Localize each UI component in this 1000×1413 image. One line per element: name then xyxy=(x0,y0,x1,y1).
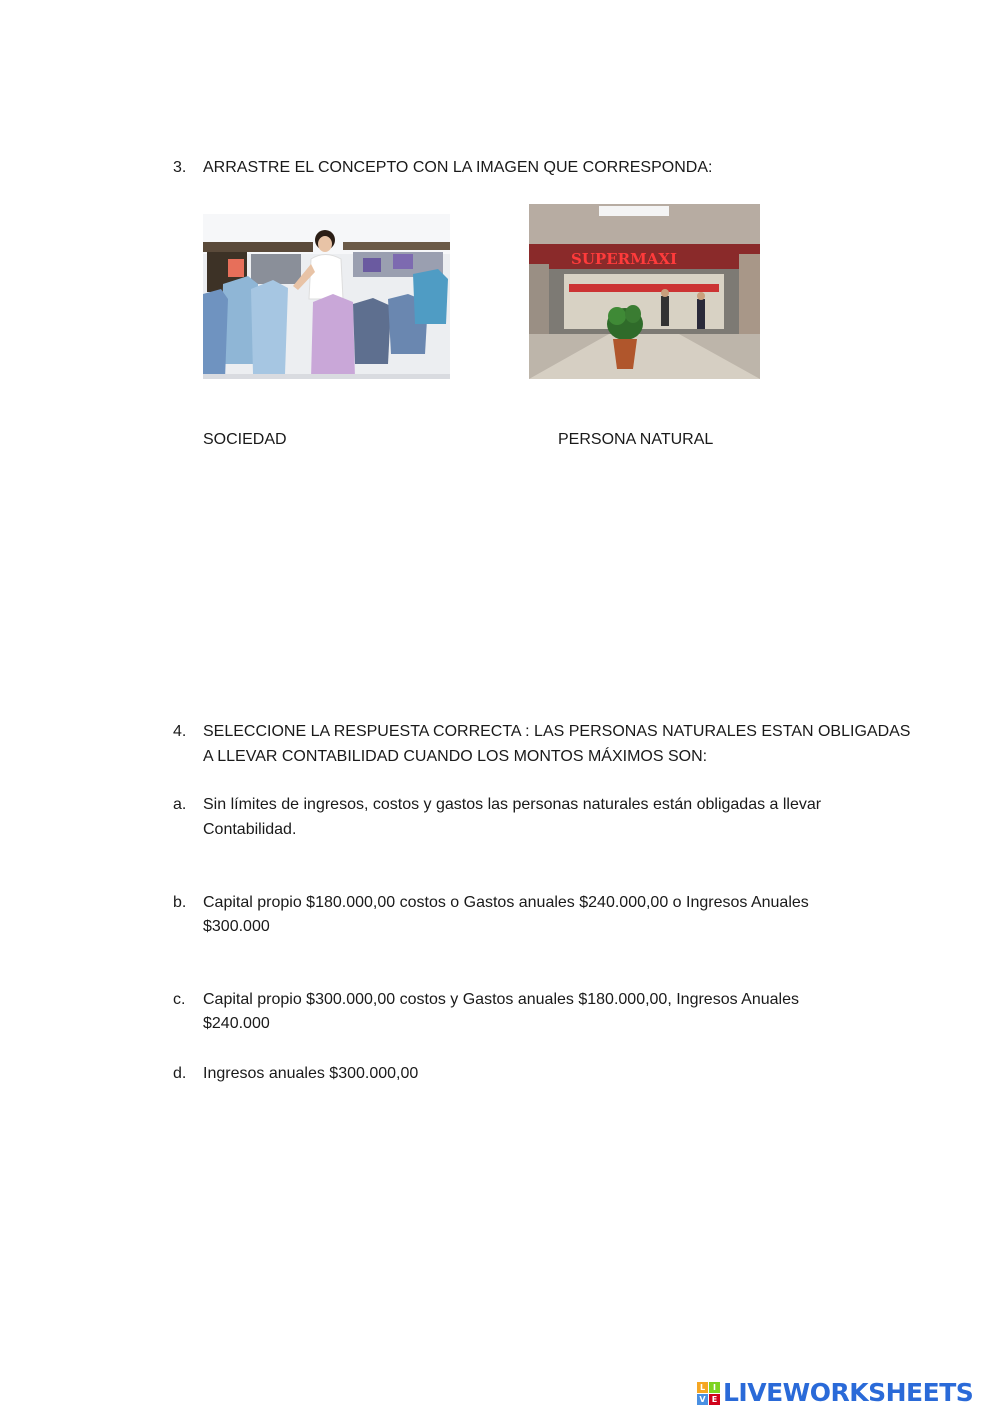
supermaxi-sign: SUPERMAXI xyxy=(571,250,677,268)
option-c-letter[interactable]: c. xyxy=(173,991,186,1008)
option-b-line1[interactable]: Capital propio $180.000,00 costos o Gastos anuales $240.000,00 o Ingresos Anuales xyxy=(203,894,809,911)
liveworksheets-logo xyxy=(697,1378,973,1408)
option-a-line2[interactable]: Contabilidad. xyxy=(203,821,297,838)
question-4-line1: SELECCIONE LA RESPUESTA CORRECTA : LAS PERSONAS NATURALES ESTAN OBLIGADAS xyxy=(203,723,911,740)
question-4-line2: A LLEVAR CONTABILIDAD CUANDO LOS MONTOS MÁXIMOS SON: xyxy=(203,748,708,765)
question-3-number: 3. xyxy=(173,159,187,176)
concept-persona-natural[interactable]: PERSONA NATURAL xyxy=(558,431,714,448)
option-d-letter[interactable]: d. xyxy=(173,1065,187,1082)
question-3-text: ARRASTRE EL CONCEPTO CON LA IMAGEN QUE CORRESPONDA: xyxy=(203,159,713,176)
logo-block-l: L xyxy=(697,1382,708,1393)
option-b-letter[interactable]: b. xyxy=(173,894,187,911)
logo-block-i: I xyxy=(709,1382,720,1393)
concept-sociedad[interactable]: SOCIEDAD xyxy=(203,431,287,448)
option-a-line1[interactable]: Sin límites de ingresos, costos y gastos las personas naturales están obligadas a llevar xyxy=(203,796,822,813)
clothing-store-photo xyxy=(203,214,450,379)
option-b-line2[interactable]: $300.000 xyxy=(203,918,270,935)
supermarket-photo xyxy=(529,204,760,379)
option-c-line2[interactable]: $240.000 xyxy=(203,1015,270,1032)
logo-block-e: E xyxy=(709,1394,720,1405)
logo-block-v: V xyxy=(697,1394,708,1405)
option-c-line1[interactable]: Capital propio $300.000,00 costos y Gastos anuales $180.000,00, Ingresos Anuales xyxy=(203,991,799,1008)
logo-blocks-icon xyxy=(697,1382,720,1405)
option-a-letter[interactable]: a. xyxy=(173,796,187,813)
logo-text: LIVEWORKSHEETS xyxy=(723,1378,974,1407)
option-d-line1[interactable]: Ingresos anuales $300.000,00 xyxy=(203,1065,419,1082)
question-4-number: 4. xyxy=(173,723,187,740)
